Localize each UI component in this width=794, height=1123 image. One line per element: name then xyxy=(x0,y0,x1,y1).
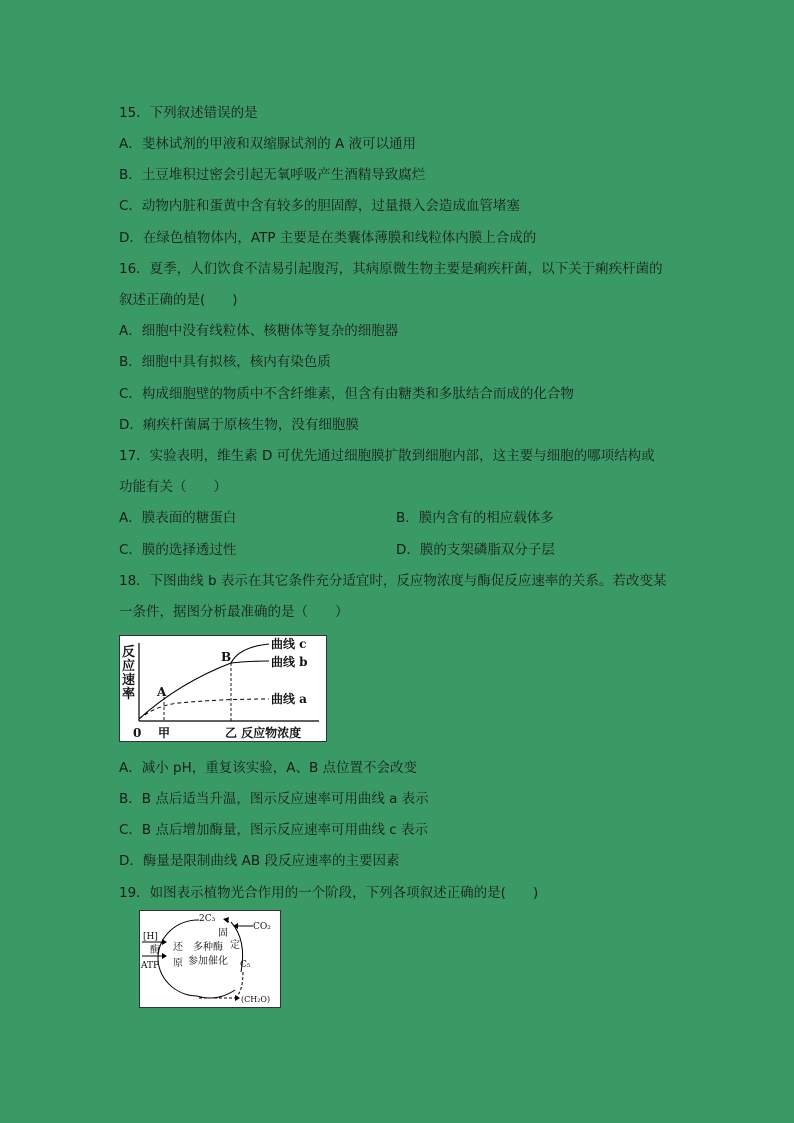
label-center-1: 多种酶 xyxy=(193,942,223,953)
label-reduce-1: 还 xyxy=(173,942,183,953)
x-axis-label: 乙 反应物浓度 xyxy=(225,726,302,740)
q16-option-a: A．细胞中没有线粒体、核糖体等复杂的细胞器 xyxy=(119,323,399,339)
q16-option-b: B．细胞中具有拟核，核内有染色质 xyxy=(119,354,331,370)
label-2c3: 2C₃ xyxy=(199,914,216,924)
q17-option-d: D．膜的支架磷脂双分子层 xyxy=(396,542,555,558)
atp-arrowhead xyxy=(162,953,167,959)
arrowhead-2c3 xyxy=(223,917,229,923)
origin-label: 0 xyxy=(133,726,142,740)
h-arrowhead xyxy=(162,939,167,945)
q18-stem-line2: 一条件，据图分析最准确的是（ ） xyxy=(119,604,349,620)
q15-option-b: B．土豆堆积过密会引起无氧呼吸产生酒精导致腐烂 xyxy=(119,167,426,183)
label-fix-1: 固 xyxy=(218,928,228,939)
q17-option-a: A．膜表面的糖蛋白 xyxy=(119,510,237,526)
point-b-label: B xyxy=(221,650,232,664)
q15-option-d: D．在绿色植物体内，ATP 主要是在类囊体薄膜和线粒体内膜上合成的 xyxy=(119,230,537,246)
q17-stem-line2: 功能有关（ ） xyxy=(119,479,227,495)
label-ch2o: (CH₂O) xyxy=(241,995,271,1004)
label-reduce-2: 原 xyxy=(173,958,183,969)
label-enzyme: 酶 xyxy=(150,945,160,956)
q17-stem-line1: 17．实验表明，维生素 D 可优先通过细胞膜扩散到细胞内部，这主要与细胞的哪项结构或 xyxy=(119,448,655,464)
q15-option-c: C．动物内脏和蛋黄中含有较多的胆固醇，过量摄入会造成血管堵塞 xyxy=(119,198,520,214)
q16-stem-line1: 16．夏季，人们饮食不洁易引起腹泻，其病原微生物主要是痢疾杆菌，以下关于痢疾杆菌的 xyxy=(119,261,663,277)
label-co2: CO₂ xyxy=(253,922,271,932)
label-c5: C₅ xyxy=(240,960,251,970)
q18-option-d: D．酶量是限制曲线 AB 段反应速率的主要因素 xyxy=(119,853,400,869)
y-label-4: 率 xyxy=(122,687,136,702)
q16-stem-line2: 叙述正确的是( ) xyxy=(119,292,238,308)
label-center-2: 参加催化 xyxy=(188,956,228,967)
q18-option-c: C．B 点后增加酶量，图示反应速率可用曲线 c 表示 xyxy=(119,822,428,838)
point-a-label: A xyxy=(157,685,167,699)
q19-stem: 19．如图表示植物光合作用的一个阶段，下列各项叙述正确的是( ) xyxy=(119,885,539,901)
q17-option-c: C．膜的选择透过性 xyxy=(119,542,237,558)
y-label-3: 速 xyxy=(122,673,136,688)
q15-stem: 15．下列叙述错误的是 xyxy=(119,105,258,121)
q18-stem-line1: 18．下图曲线 b 表示在其它条件充分适宜时，反应物浓度与酶促反应速率的关系。若改变某 xyxy=(119,573,667,589)
curve-c-line xyxy=(231,644,269,663)
calvin-cycle-diagram xyxy=(139,910,281,1008)
q18-option-b: B．B 点后适当升温，图示反应速率可用曲线 a 表示 xyxy=(119,791,429,807)
label-fix-2: 定 xyxy=(230,940,240,951)
y-label-2: 应 xyxy=(122,659,136,674)
curve-c-label: 曲线 c xyxy=(271,637,307,651)
q19-figure xyxy=(139,910,281,1008)
y-label-1: 反 xyxy=(122,645,136,660)
curve-a-label: 曲线 a xyxy=(271,692,307,706)
q17-option-b: B．膜内含有的相应载体多 xyxy=(396,510,554,526)
enzyme-rate-graph xyxy=(119,635,327,742)
q16-option-c: C．构成细胞壁的物质中不含纤维素，但含有由糖类和多肽结合而成的化合物 xyxy=(119,386,574,402)
curve-b-label: 曲线 b xyxy=(271,655,308,669)
cycle-bottom-arc xyxy=(197,990,235,998)
q18-option-a: A．减小 pH，重复该实验，A、B 点位置不会改变 xyxy=(119,760,418,776)
x-tick-jia: 甲 xyxy=(158,726,171,740)
label-h: [H] xyxy=(143,932,158,942)
q16-option-d: D．痢疾杆菌属于原核生物，没有细胞膜 xyxy=(119,417,359,433)
ch2o-arrowhead xyxy=(235,995,240,1001)
q18-figure xyxy=(119,635,327,742)
label-atp: ATP xyxy=(141,961,160,971)
q15-option-a: A．斐林试剂的甲液和双缩脲试剂的 A 液可以通用 xyxy=(119,136,417,152)
curve-a-line xyxy=(139,699,269,719)
